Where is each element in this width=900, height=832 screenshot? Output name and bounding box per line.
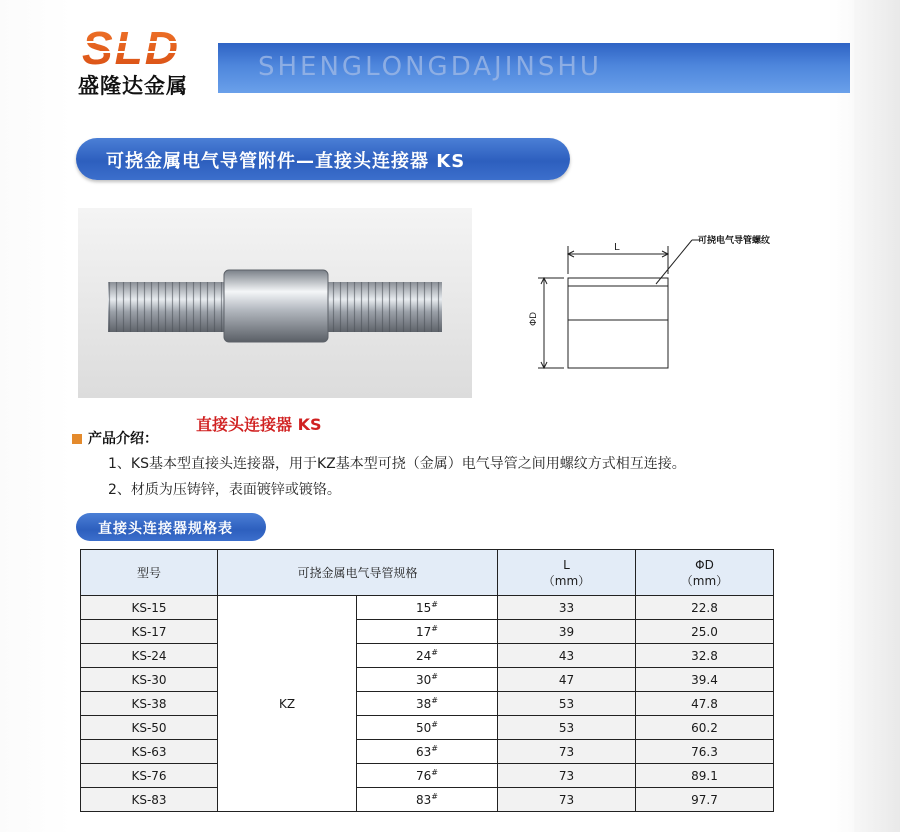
- bullet-square-icon: [72, 434, 82, 444]
- table-row: [81, 788, 774, 812]
- model-cell: KS-76: [81, 764, 218, 788]
- thread-label: 可挠电气导管螺纹: [698, 236, 771, 246]
- section-title-text: 可挠金属电气导管附件—直接头连接器 KS: [106, 151, 466, 172]
- table-row: [81, 644, 774, 668]
- length-cell: 33: [498, 596, 636, 620]
- size-value: 63: [416, 745, 432, 759]
- size-cell: [357, 644, 498, 668]
- size-cell: [357, 620, 498, 644]
- header-length-unit: （mm）: [542, 573, 591, 588]
- size-cell: [357, 692, 498, 716]
- length-cell: 47: [498, 668, 636, 692]
- header-conduit: 可挠金属电气导管规格: [218, 550, 498, 596]
- size-value: 38: [416, 697, 432, 711]
- table-row: [81, 620, 774, 644]
- brand-name: 盛隆达金属: [78, 74, 188, 98]
- header-diameter: [636, 550, 774, 596]
- spec-table: [80, 549, 774, 812]
- table-row: [81, 596, 774, 620]
- size-mark: #: [431, 768, 438, 777]
- header-model: 型号: [81, 550, 218, 596]
- logo-letters: SLD: [82, 26, 180, 70]
- intro-heading: [72, 428, 158, 448]
- diameter-cell: 97.7: [636, 788, 774, 812]
- intro-line-1: 1、KS基本型直接头连接器，用于KZ基本型可挠（金属）电气导管之间用螺纹方式相互连接。: [108, 456, 686, 472]
- size-mark: #: [431, 624, 438, 633]
- header-diameter-unit: （mm）: [680, 573, 729, 588]
- diameter-cell: 60.2: [636, 716, 774, 740]
- length-cell: 53: [498, 692, 636, 716]
- model-cell: KS-15: [81, 596, 218, 620]
- table-row: [81, 692, 774, 716]
- size-cell: [357, 668, 498, 692]
- size-cell: [357, 764, 498, 788]
- length-cell: 73: [498, 788, 636, 812]
- size-mark: #: [431, 720, 438, 729]
- diameter-cell: 89.1: [636, 764, 774, 788]
- table-row: [81, 740, 774, 764]
- table-row: [81, 764, 774, 788]
- conduit-type-cell: KZ: [218, 596, 357, 812]
- size-value: 15: [416, 601, 432, 615]
- size-cell: [357, 740, 498, 764]
- technical-drawing: [522, 222, 822, 382]
- spec-table-title: [76, 513, 266, 541]
- length-cell: 53: [498, 716, 636, 740]
- size-mark: #: [431, 672, 438, 681]
- size-mark: #: [431, 696, 438, 705]
- size-value: 30: [416, 673, 432, 687]
- dim-diameter-label: ΦD: [529, 311, 539, 326]
- diameter-cell: 76.3: [636, 740, 774, 764]
- diameter-cell: 32.8: [636, 644, 774, 668]
- size-value: 50: [416, 721, 432, 735]
- intro-heading-text: 产品介绍：: [88, 431, 158, 447]
- intro-line-2: 2、材质为压铸锌，表面镀锌或镀铬。: [108, 482, 341, 498]
- photo-caption: 直接头连接器 KS: [196, 415, 322, 434]
- table-row: [81, 668, 774, 692]
- model-cell: KS-24: [81, 644, 218, 668]
- diameter-cell: 22.8: [636, 596, 774, 620]
- section-title: [76, 138, 570, 180]
- length-cell: 73: [498, 764, 636, 788]
- model-cell: KS-17: [81, 620, 218, 644]
- header-length-label: L: [563, 557, 570, 572]
- dim-length-label: L: [614, 242, 620, 253]
- diameter-cell: 25.0: [636, 620, 774, 644]
- size-mark: #: [431, 648, 438, 657]
- size-value: 24: [416, 649, 432, 663]
- size-mark: #: [431, 600, 438, 609]
- header-banner: [218, 43, 850, 93]
- product-photo: [78, 208, 472, 398]
- length-cell: 73: [498, 740, 636, 764]
- banner-text: SHENGLONGDAJINSHU: [258, 52, 602, 82]
- table-header-row: [81, 550, 774, 596]
- size-value: 76: [416, 769, 432, 783]
- model-cell: KS-30: [81, 668, 218, 692]
- spec-table-title-text: 直接头连接器规格表: [98, 521, 233, 537]
- model-cell: KS-83: [81, 788, 218, 812]
- header-diameter-label: ΦD: [695, 557, 714, 572]
- size-mark: #: [431, 792, 438, 801]
- table-row: [81, 716, 774, 740]
- size-mark: #: [431, 744, 438, 753]
- model-cell: KS-38: [81, 692, 218, 716]
- size-cell: [357, 716, 498, 740]
- diameter-cell: 39.4: [636, 668, 774, 692]
- diameter-cell: 47.8: [636, 692, 774, 716]
- length-cell: 43: [498, 644, 636, 668]
- size-cell: [357, 596, 498, 620]
- header-length: [498, 550, 636, 596]
- model-cell: KS-50: [81, 716, 218, 740]
- length-cell: 39: [498, 620, 636, 644]
- size-value: 83: [416, 793, 432, 807]
- sld-logo: [78, 26, 208, 70]
- size-value: 17: [416, 625, 432, 639]
- page-edge: [854, 0, 900, 832]
- model-cell: KS-63: [81, 740, 218, 764]
- size-cell: [357, 788, 498, 812]
